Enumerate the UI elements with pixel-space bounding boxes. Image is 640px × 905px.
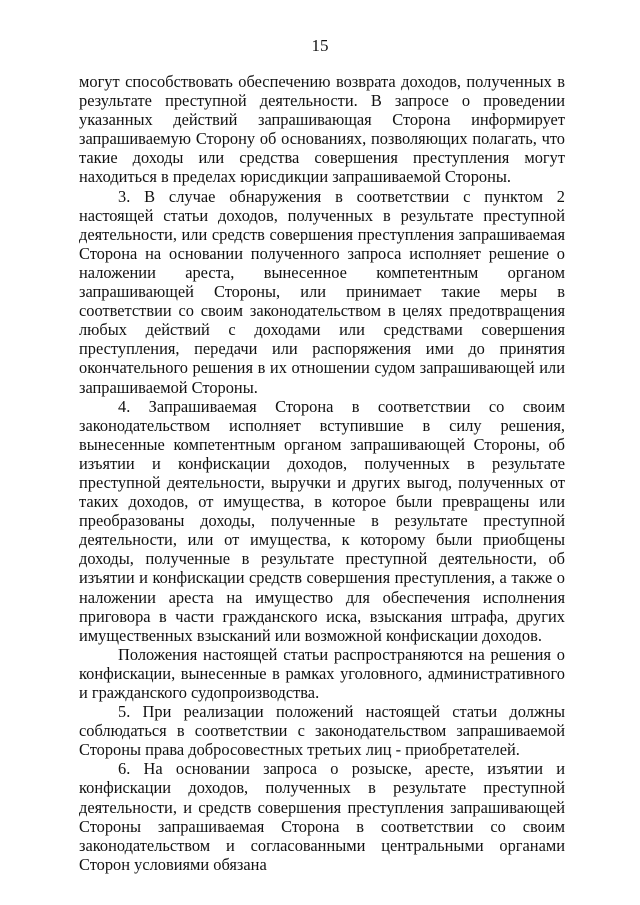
paragraph-clause-3: 3. В случае обнаружения в соответствии с пунктом 2 настоящей статьи доходов, полученных в результате преступной деятельности, или средств совершения преступления запрашиваемая Сторона на основании полученного запроса исполняет решение о наложении ареста, вынесенное компетентным органом запрашивающей Стороны, или принимает такие меры в соответствии со своим законодательством в целях предотвращения любых действий с доходами или средствами совершения преступления, передачи или распоряжения ими до принятия окончательного решения в их отношении судом запрашивающей или запрашиваемой Стороны. xyxy=(79,186,565,397)
paragraph-clause-4: 4. Запрашиваемая Сторона в соответствии со своим законодательством исполняет вступившие в силу решения, вынесенные компетентным органом запрашивающей Стороны, об изъятии и конфискации доходов, полученных в результате преступной деятельности, выручки и других выгод, полученных от таких доходов, от имущества, в которое были превращены или преобразованы доходы, полученные в результате преступной деятельности, или от имущества, к которому были приобщены доходы, полученные в результате преступной деятельности, об изъятии и конфискации средств совершения преступления, а также о наложении ареста на имущество для обеспечения исполнения приговора в части гражданского иска, взыскания штрафа, других имущественных взысканий или возможной конфискации доходов. xyxy=(79,396,565,645)
paragraph-continuation: могут способствовать обеспечению возврата доходов, полученных в результате преступной деятельности. В запросе о проведении указанных действий запрашивающая Сторона информирует запрашиваемую Сторону об основаниях, позволяющих полагать, что такие доходы или средства совершения преступления могут находиться в пределах юрисдикции запрашиваемой Стороны. xyxy=(79,72,565,187)
page-number: 15 xyxy=(311,36,329,55)
document-body xyxy=(79,72,565,874)
paragraph-clause-5: 5. При реализации положений настоящей статьи должны соблюдаться в соответствии с законодательством запрашиваемой Стороны права добросовестных третьих лиц - приобретателей. xyxy=(79,702,565,760)
paragraph-confiscation-provisions: Положения настоящей статьи распространяются на решения о конфискации, вынесенные в рамках уголовного, административного и гражданского судопроизводства. xyxy=(79,644,565,702)
paragraph-clause-6: 6. На основании запроса о розыске, аресте, изъятии и конфискации доходов, полученных в результате преступной деятельности, и средств совершения преступления запрашивающей Стороны запрашиваемая Сторона в соответствии со своим законодательством и согласованными центральными органами Сторон условиями обязана xyxy=(79,759,565,874)
